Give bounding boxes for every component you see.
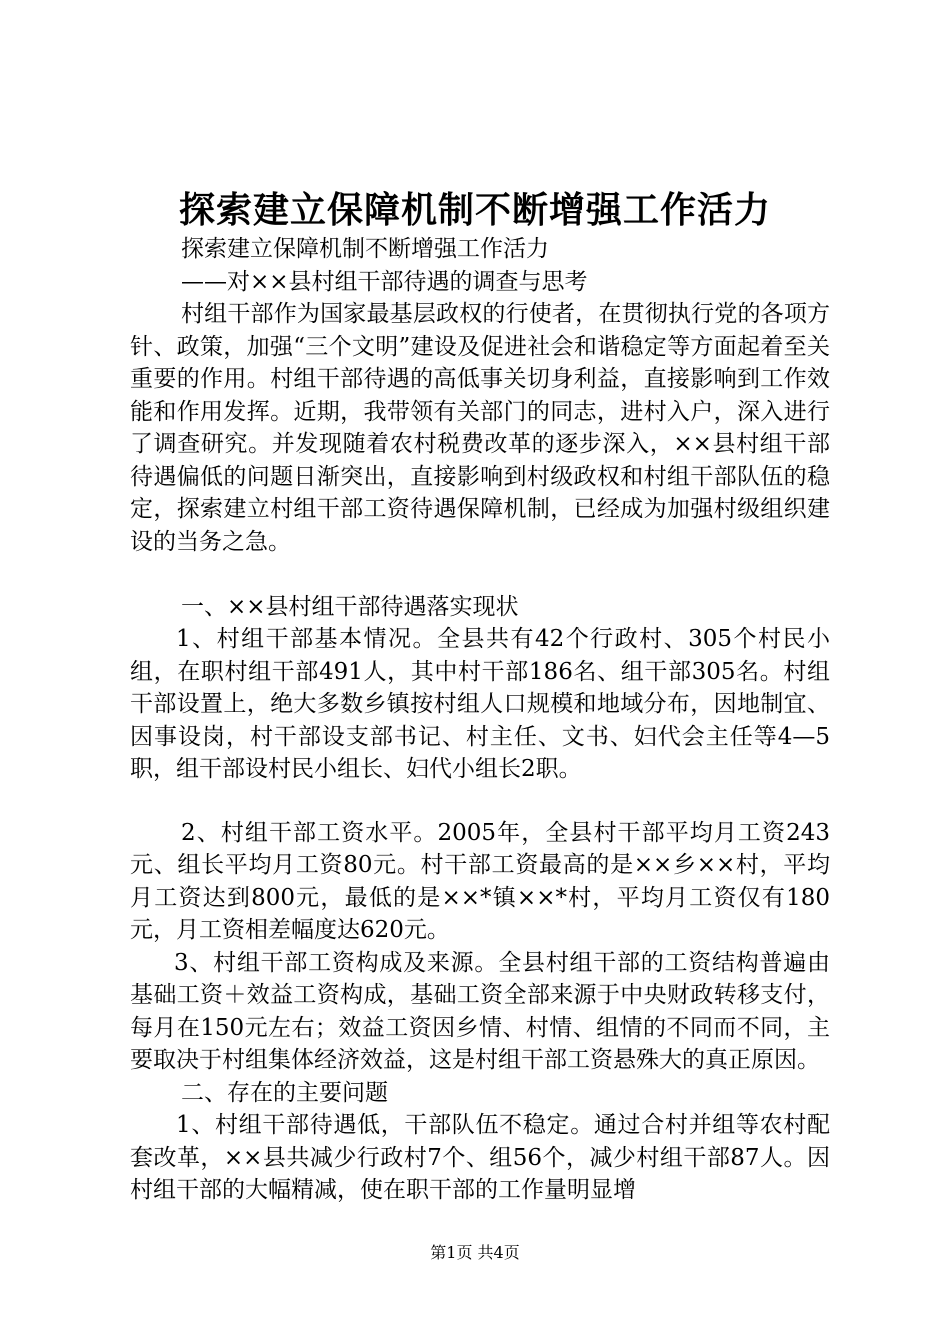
- section-1-heading: 一、××县村组干部待遇落实现状: [181, 593, 519, 620]
- paragraph-gap: [130, 786, 830, 817]
- subtitle: 探索建立保障机制不断增强工作活力: [181, 236, 549, 262]
- paragraph-gap: [130, 558, 830, 591]
- document-body: [130, 233, 830, 1207]
- subtitle-2: ——对××县村组干部待遇的调查与思考: [181, 268, 588, 295]
- section-1-paragraph-3: 3、村组干部工资构成及来源。全县村组干部的工资结构普遍由基础工资＋效益工资构成，基础工资全部来源于中央财政转移支付，每月在150元左右；效益工资因乡情、村情、组情的不同而不同，主要取决于村组集体经济效益，这是村组干部工资悬殊大的真正原因。: [130, 949, 830, 1073]
- page-footer: 第1页 共4页: [430, 1243, 520, 1262]
- section-2-heading: 二、存在的主要问题: [181, 1079, 388, 1106]
- section-2-paragraph-1: 1、村组干部待遇低，干部队伍不稳定。通过合村并组等农村配套改革，××县共减少行政村7个、组56个，减少村组干部87人。因村组干部的大幅精减，使在职干部的工作量明显增: [130, 1112, 830, 1203]
- section-1-paragraph-2: 2、村组干部工资水平。2005年，全县村干部平均月工资243元、组长平均月工资80元。村干部工资最高的是××乡××村，平均月工资达到800元，最低的是××*镇××*村，平均月工资仅有180元，月工资相差幅度达620元。: [130, 819, 830, 943]
- page-title: 探索建立保障机制不断增强工作活力: [178, 189, 771, 231]
- section-1-paragraph-1: 1、村组干部基本情况。全县共有42个行政村、305个村民小组，在职村组干部491人，其中村干部186名、组干部305名。村组干部设置上，绝大多数乡镇按村组人口规模和地域分布，因地制宜、因事设岗，村干部设支部书记、村主任、文书、妇代会主任等4—5职，组干部设村民小组长、妇代小组长2职。: [130, 626, 830, 782]
- intro-paragraph: 村组干部作为国家最基层政权的行使者，在贯彻执行党的各项方针、政策，加强“三个文明”建设及促进社会和谐稳定等方面起着至关重要的作用。村组干部待遇的高低事关切身利益，直接影响到工作效能和作用发挥。近期，我带领有关部门的同志，进村入户，深入进行了调查研究。并发现随着农村税费改革的逐步深入，××县村组干部待遇偏低的问题日渐突出，直接影响到村级政权和村组干部队伍的稳定，探索建立村组干部工资待遇保障机制，已经成为加强村级组织建设的当务之急。: [130, 301, 830, 555]
